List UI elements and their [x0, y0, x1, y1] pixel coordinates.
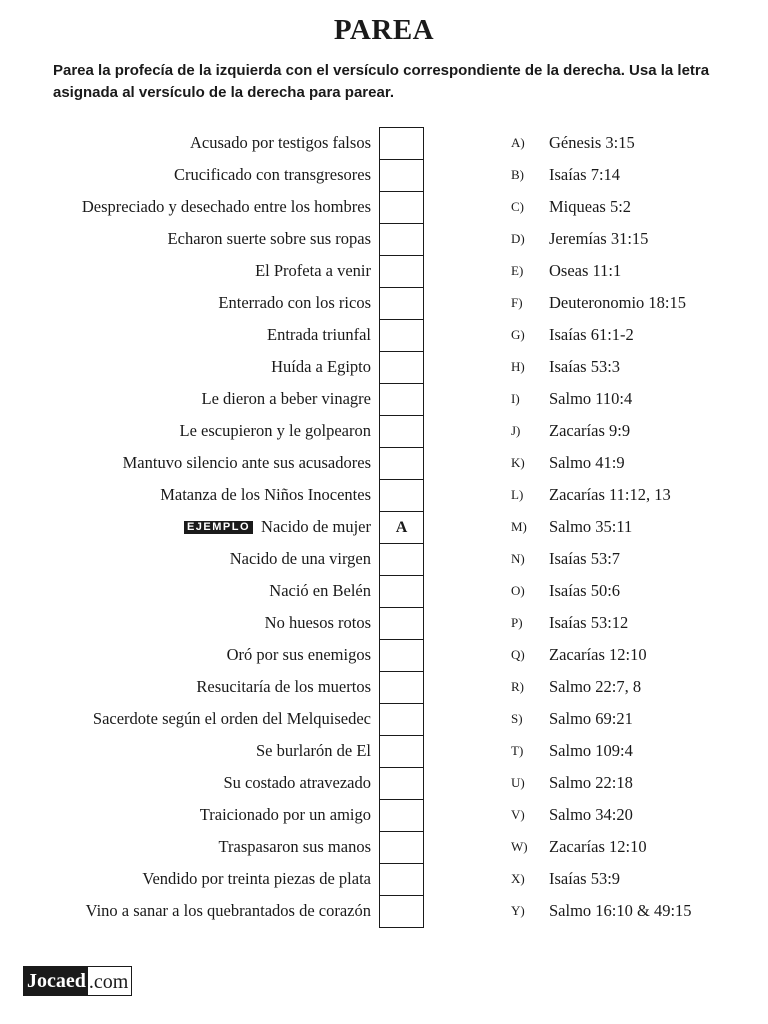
prophecy-text — [184, 511, 371, 543]
prophecy-label: Sacerdote según el orden del Melquisedec — [92, 709, 371, 728]
prophecy-text — [271, 351, 371, 383]
answer-box[interactable] — [379, 479, 424, 511]
matching-row — [0, 639, 768, 671]
verse-reference: Zacarías 12:10 — [549, 837, 647, 856]
verse-letter: U) — [511, 775, 525, 790]
answer-box[interactable] — [379, 671, 424, 703]
matching-row — [0, 799, 768, 831]
prophecy-label: Traspasaron sus manos — [218, 837, 371, 856]
verse-letter: K) — [511, 455, 525, 470]
prophecy-text — [123, 447, 371, 479]
answer-box[interactable] — [379, 735, 424, 767]
matching-row — [0, 607, 768, 639]
answer-box[interactable] — [379, 447, 424, 479]
verse-reference: Salmo 35:11 — [549, 517, 633, 536]
matching-row — [0, 479, 768, 511]
answer-box[interactable] — [379, 223, 424, 255]
prophecy-label: Crucificado con transgresores — [173, 165, 371, 184]
verse-letter: L) — [511, 487, 524, 502]
prophecy-text — [179, 415, 371, 447]
verse-reference: Isaías 53:7 — [549, 549, 621, 568]
prophecy-label: Le escupieron y le golpearon — [179, 421, 371, 440]
prophecy-label: Nacido de mujer — [261, 517, 371, 536]
prophecy-label: Le dieron a beber vinagre — [201, 389, 371, 408]
matching-row — [0, 287, 768, 319]
matching-row — [0, 703, 768, 735]
answer-box[interactable] — [379, 767, 424, 799]
answer-box[interactable] — [379, 287, 424, 319]
verse-reference: Salmo 69:21 — [549, 709, 633, 728]
verse-reference: Salmo 34:20 — [549, 805, 633, 824]
matching-row — [0, 319, 768, 351]
prophecy-text — [93, 703, 371, 735]
matching-row — [0, 255, 768, 287]
verse-reference: Miqueas 5:2 — [549, 197, 632, 216]
verse-letter: G) — [511, 327, 525, 342]
verse-reference: Salmo 109:4 — [549, 741, 633, 760]
verse-letter: C) — [511, 199, 524, 214]
answer-box[interactable] — [379, 607, 424, 639]
verse-letter: X) — [511, 871, 525, 886]
prophecy-text — [168, 223, 371, 255]
prophecy-label: Matanza de los Niños Inocentes — [160, 485, 371, 504]
logo-tld-text: .com — [88, 966, 132, 996]
answer-box[interactable] — [379, 703, 424, 735]
answer-box[interactable] — [379, 191, 424, 223]
matching-row — [0, 127, 768, 159]
matching-row — [0, 447, 768, 479]
prophecy-label: Despreciado y desechado entre los hombres — [81, 197, 371, 216]
prophecy-label: Nacido de una virgen — [229, 549, 371, 568]
prophecy-text — [267, 319, 371, 351]
answer-box[interactable] — [379, 575, 424, 607]
verse-letter: N) — [511, 551, 525, 566]
prophecy-text — [255, 255, 371, 287]
verse-letter: F) — [511, 295, 523, 310]
matching-row — [0, 543, 768, 575]
answer-box[interactable] — [379, 383, 424, 415]
verse-reference: Salmo 110:4 — [549, 389, 633, 408]
verse-reference: Isaías 53:9 — [549, 869, 621, 888]
prophecy-text — [196, 671, 371, 703]
prophecy-text — [142, 863, 371, 895]
verse-letter: I) — [511, 391, 520, 406]
verse-letter: A) — [511, 135, 525, 150]
prophecy-text — [256, 735, 371, 767]
prophecy-text — [227, 639, 371, 671]
prophecy-label: Echaron suerte sobre sus ropas — [167, 229, 371, 248]
answer-box[interactable] — [379, 415, 424, 447]
prophecy-label: Huída a Egipto — [271, 357, 371, 376]
matching-row — [0, 831, 768, 863]
verse-letter: D) — [511, 231, 525, 246]
prophecy-label: Su costado atravezado — [223, 773, 371, 792]
prophecy-text — [82, 191, 371, 223]
verse-reference: Deuteronomio 18:15 — [549, 293, 687, 312]
verse-letter: M) — [511, 519, 527, 534]
verse-letter: Y) — [511, 903, 525, 918]
prophecy-label: Enterrado con los ricos — [218, 293, 371, 312]
prophecy-text — [190, 127, 371, 159]
verse-letter: T) — [511, 743, 524, 758]
prophecy-label: Traicionado por un amigo — [199, 805, 371, 824]
prophecy-label: Nació en Belén — [269, 581, 371, 600]
answer-box[interactable] — [379, 351, 424, 383]
verse-reference: Zacarías 11:12, 13 — [549, 485, 671, 504]
matching-row — [0, 575, 768, 607]
prophecy-text — [200, 799, 371, 831]
answer-box[interactable] — [379, 255, 424, 287]
prophecy-text — [160, 479, 371, 511]
answer-box[interactable] — [379, 863, 424, 895]
matching-row — [0, 159, 768, 191]
answer-box[interactable] — [379, 799, 424, 831]
prophecy-label: Resucitaría de los muertos — [196, 677, 371, 696]
matching-row — [0, 223, 768, 255]
verse-letter: Q) — [511, 647, 525, 662]
matching-row — [0, 735, 768, 767]
prophecy-label: Entrada triunfal — [267, 325, 371, 344]
verse-letter: V) — [511, 807, 525, 822]
prophecy-text — [174, 159, 371, 191]
answer-box[interactable] — [379, 319, 424, 351]
matching-row — [0, 863, 768, 895]
prophecy-text — [86, 895, 371, 927]
prophecy-text — [218, 287, 371, 319]
verse-letter: E) — [511, 263, 524, 278]
verse-reference: Zacarías 9:9 — [549, 421, 631, 440]
prophecy-label: Se burlarón de El — [255, 741, 371, 760]
verse-reference: Salmo 41:9 — [549, 453, 625, 472]
verse-letter: B) — [511, 167, 524, 182]
matching-row — [0, 511, 768, 543]
prophecy-text — [202, 383, 372, 415]
verse-letter: R) — [511, 679, 524, 694]
matching-row — [0, 383, 768, 415]
matching-row — [0, 671, 768, 703]
prophecy-text — [265, 607, 371, 639]
verse-reference: Salmo 22:18 — [549, 773, 633, 792]
prophecy-label: Vendido por treinta piezas de plata — [142, 869, 371, 888]
verse-reference: Isaías 50:6 — [549, 581, 621, 600]
verse-letter: H) — [511, 359, 525, 374]
verse-reference: Isaías 53:3 — [549, 357, 621, 376]
jocaed-logo[interactable] — [23, 966, 132, 996]
verse-letter: P) — [511, 615, 523, 630]
answer-box[interactable]: A — [379, 511, 424, 543]
page-title: PAREA — [333, 14, 435, 46]
answer-box[interactable] — [379, 543, 424, 575]
prophecy-text — [230, 543, 371, 575]
verse-reference: Salmo 22:7, 8 — [549, 677, 642, 696]
answer-box[interactable] — [379, 639, 424, 671]
answer-box[interactable] — [379, 159, 424, 191]
prophecy-label: Mantuvo silencio ante sus acusadores — [122, 453, 371, 472]
verse-reference: Isaías 53:12 — [549, 613, 629, 632]
verse-reference: Oseas 11:1 — [549, 261, 622, 280]
matching-row — [0, 351, 768, 383]
verse-reference: Jeremías 31:15 — [549, 229, 649, 248]
answer-box[interactable] — [379, 895, 424, 928]
prophecy-label: Vino a sanar a los quebrantados de corazón — [85, 901, 371, 920]
prophecy-label: Oró por sus enemigos — [226, 645, 371, 664]
verse-reference: Génesis 3:15 — [549, 133, 635, 152]
example-badge: EJEMPLO — [184, 521, 253, 534]
answer-box[interactable] — [379, 127, 424, 159]
verse-reference: Isaías 61:1-2 — [549, 325, 634, 344]
prophecy-text — [223, 767, 371, 799]
verse-letter: W) — [511, 839, 528, 854]
logo-main-text: Jocaed — [23, 966, 88, 996]
verse-reference: Salmo 16:10 & 49:15 — [549, 901, 692, 920]
verse-reference: Zacarías 12:10 — [549, 645, 647, 664]
verse-letter: J) — [511, 423, 521, 438]
prophecy-label: El Profeta a venir — [255, 261, 371, 280]
matching-row — [0, 767, 768, 799]
prophecy-text — [269, 575, 371, 607]
matching-table — [0, 127, 768, 927]
prophecy-label: No huesos rotos — [264, 613, 371, 632]
verse-reference: Isaías 7:14 — [549, 165, 621, 184]
verse-letter: S) — [511, 711, 523, 726]
matching-row — [0, 191, 768, 223]
instructions: Parea la profecía de la izquierda con el versículo correspondiente de la derecha. Usa la letra asignada al versículo de la derecha para parear. — [53, 62, 710, 101]
verse-letter: O) — [511, 583, 525, 598]
answer-box[interactable] — [379, 831, 424, 863]
prophecy-text — [219, 831, 371, 863]
matching-row — [0, 895, 768, 927]
prophecy-label: Acusado por testigos falsos — [189, 133, 371, 152]
matching-row — [0, 415, 768, 447]
